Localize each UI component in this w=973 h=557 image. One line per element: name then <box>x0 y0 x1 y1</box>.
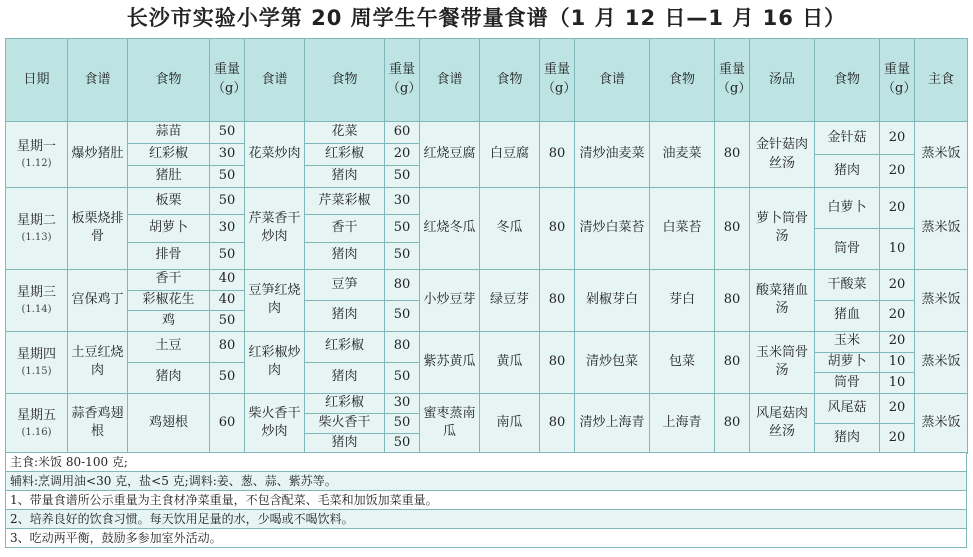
weight-cell: 10 <box>880 373 915 394</box>
note-row <box>6 529 967 548</box>
weight-cell: 50 <box>385 362 420 393</box>
day-label: 星期四 <box>16 346 56 362</box>
dish-name: 剁椒芽白 <box>575 269 650 331</box>
header-cell: 重量（g） <box>540 39 575 122</box>
header-cell: 食物 <box>815 39 880 122</box>
header-row <box>6 39 968 122</box>
food-cell: 鸡 <box>128 311 210 332</box>
weight-cell: 20 <box>880 300 915 331</box>
weight-cell: 80 <box>715 188 750 270</box>
staple-cell: 蒸米饭 <box>915 188 968 270</box>
food-cell: 白豆腐 <box>480 122 540 188</box>
menu-table <box>5 38 968 454</box>
weight-cell: 50 <box>385 300 420 331</box>
header-cell: 食物 <box>650 39 715 122</box>
day-date: (1.12) <box>21 157 52 169</box>
menu-body <box>6 122 968 454</box>
header-cell: 食谱 <box>420 39 480 122</box>
header-cell: 食物 <box>128 39 210 122</box>
header-cell: 日期 <box>6 39 68 122</box>
food-cell: 猪肉 <box>305 362 385 393</box>
food-cell: 豆笋 <box>305 269 385 300</box>
staple-cell: 蒸米饭 <box>915 331 968 393</box>
note-text: 3、吃动两平衡，鼓励多参加室外活动。 <box>6 529 967 548</box>
food-cell: 猪肉 <box>815 423 880 453</box>
food-cell: 冬瓜 <box>480 188 540 270</box>
food-cell: 筒骨 <box>815 228 880 269</box>
header-cell: 食谱 <box>68 39 128 122</box>
food-cell: 蒜苗 <box>128 122 210 144</box>
food-cell: 芹菜彩椒 <box>305 188 385 215</box>
weight-cell: 50 <box>210 362 245 393</box>
day-date: (1.14) <box>21 303 52 315</box>
food-cell: 玉米 <box>815 331 880 352</box>
dish-name: 柴火香干炒肉 <box>245 393 305 453</box>
food-cell: 猪肉 <box>305 300 385 331</box>
weight-cell: 30 <box>385 188 420 215</box>
food-cell: 白萝卜 <box>815 188 880 229</box>
note-text: 2、培养良好的饮食习惯。每天饮用足量的水，少喝或不喝饮料。 <box>6 510 967 529</box>
soup-name: 金针菇肉丝汤 <box>750 122 815 188</box>
dish-name: 蜜枣蒸南瓜 <box>420 393 480 453</box>
weight-cell: 80 <box>540 188 575 270</box>
food-cell: 金针菇 <box>815 122 880 155</box>
food-cell: 土豆 <box>128 331 210 362</box>
weight-cell: 30 <box>210 215 245 242</box>
weight-cell: 20 <box>880 331 915 352</box>
note-row <box>6 472 967 491</box>
weight-cell: 10 <box>880 352 915 373</box>
dish-name: 紫苏黄瓜 <box>420 331 480 393</box>
food-cell: 花菜 <box>305 122 385 144</box>
weight-cell: 10 <box>880 228 915 269</box>
food-cell: 红彩椒 <box>305 331 385 362</box>
food-cell: 胡萝卜 <box>128 215 210 242</box>
food-cell: 风尾菇 <box>815 393 880 423</box>
food-cell: 黄瓜 <box>480 331 540 393</box>
staple-cell: 蒸米饭 <box>915 269 968 331</box>
notes-body <box>6 453 967 548</box>
day-date: (1.13) <box>21 231 52 243</box>
dish-name: 芹菜香干炒肉 <box>245 188 305 270</box>
weight-cell: 50 <box>385 242 420 269</box>
weight-cell: 80 <box>540 269 575 331</box>
notes-table <box>5 452 967 548</box>
weight-cell: 80 <box>715 122 750 188</box>
weight-cell: 50 <box>385 413 420 433</box>
weight-cell: 20 <box>385 144 420 166</box>
weight-cell: 80 <box>540 393 575 453</box>
page-title: 长沙市实验小学第 20 周学生午餐带量食谱（1 月 12 日—1 月 16 日） <box>126 6 847 30</box>
weight-cell: 20 <box>880 393 915 423</box>
weight-cell: 80 <box>715 331 750 393</box>
dish-name: 红烧冬瓜 <box>420 188 480 270</box>
food-cell: 猪肚 <box>128 166 210 188</box>
header-cell: 主食 <box>915 39 968 122</box>
dish-name: 清炒包菜 <box>575 331 650 393</box>
dish-name: 宫保鸡丁 <box>68 269 128 331</box>
note-row <box>6 453 967 472</box>
staple-cell: 蒸米饭 <box>915 122 968 188</box>
day-label: 星期五 <box>16 407 56 423</box>
food-cell: 排骨 <box>128 242 210 269</box>
note-text: 1、带量食谱所公示重量为主食材净菜重量，不包含配菜、毛菜和加饭加菜重量。 <box>6 491 967 510</box>
weight-cell: 40 <box>210 269 245 290</box>
day-label: 星期二 <box>16 212 56 228</box>
staple-cell: 蒸米饭 <box>915 393 968 453</box>
food-cell: 胡萝卜 <box>815 352 880 373</box>
weight-cell: 50 <box>385 215 420 242</box>
day-date: (1.16) <box>21 426 52 438</box>
food-cell: 红彩椒 <box>128 144 210 166</box>
weight-cell: 20 <box>880 188 915 229</box>
day-cell <box>6 188 68 270</box>
food-cell: 猪肉 <box>305 433 385 453</box>
day-label: 星期一 <box>16 138 56 154</box>
food-cell: 红彩椒 <box>305 144 385 166</box>
food-cell: 猪肉 <box>305 242 385 269</box>
weight-cell: 80 <box>715 269 750 331</box>
weight-cell: 50 <box>210 242 245 269</box>
table-row <box>6 122 968 133</box>
header-cell: 食物 <box>480 39 540 122</box>
food-cell: 白菜苔 <box>650 188 715 270</box>
table-row <box>6 393 968 403</box>
weight-cell: 50 <box>210 311 245 332</box>
dish-name: 清炒上海青 <box>575 393 650 453</box>
food-cell: 干酸菜 <box>815 269 880 300</box>
food-cell: 柴火香干 <box>305 413 385 433</box>
food-cell: 猪血 <box>815 300 880 331</box>
soup-name: 萝卜筒骨汤 <box>750 188 815 270</box>
header-cell: 食物 <box>305 39 385 122</box>
food-cell: 绿豆芽 <box>480 269 540 331</box>
weight-cell: 80 <box>540 122 575 188</box>
day-cell <box>6 393 68 453</box>
weight-cell: 80 <box>540 331 575 393</box>
food-cell: 板栗 <box>128 188 210 215</box>
header-cell: 食谱 <box>575 39 650 122</box>
soup-name: 风尾菇肉丝汤 <box>750 393 815 453</box>
weight-cell: 50 <box>210 122 245 144</box>
dish-name: 蒜香鸡翅根 <box>68 393 128 453</box>
dish-name: 爆炒猪肚 <box>68 122 128 188</box>
weight-cell: 60 <box>385 122 420 144</box>
header-cell: 食谱 <box>245 39 305 122</box>
food-cell: 香干 <box>128 269 210 290</box>
food-cell: 芽白 <box>650 269 715 331</box>
weight-cell: 50 <box>210 166 245 188</box>
dish-name: 土豆红烧肉 <box>68 331 128 393</box>
weight-cell: 40 <box>210 290 245 311</box>
food-cell: 鸡翅根 <box>128 393 210 453</box>
food-cell: 上海青 <box>650 393 715 453</box>
weight-cell: 50 <box>385 166 420 188</box>
food-cell: 彩椒花生 <box>128 290 210 311</box>
header-cell: 重量（g） <box>385 39 420 122</box>
dish-name: 红彩椒炒肉 <box>245 331 305 393</box>
day-label: 星期三 <box>16 284 56 300</box>
weight-cell: 80 <box>210 331 245 362</box>
weight-cell: 20 <box>880 155 915 188</box>
food-cell: 红彩椒 <box>305 393 385 413</box>
dish-name: 豆笋红烧肉 <box>245 269 305 331</box>
table-row <box>6 331 968 341</box>
dish-name: 小炒豆芽 <box>420 269 480 331</box>
weight-cell: 60 <box>210 393 245 453</box>
food-cell: 香干 <box>305 215 385 242</box>
weight-cell: 20 <box>880 269 915 300</box>
dish-name: 清炒白菜苔 <box>575 188 650 270</box>
table-row <box>6 269 968 279</box>
weight-cell: 80 <box>715 393 750 453</box>
weight-cell: 50 <box>385 433 420 453</box>
weight-cell: 80 <box>385 331 420 362</box>
dish-name: 板栗烧排骨 <box>68 188 128 270</box>
weight-cell: 20 <box>880 122 915 155</box>
food-cell: 南瓜 <box>480 393 540 453</box>
table-row <box>6 188 968 202</box>
food-cell: 筒骨 <box>815 373 880 394</box>
food-cell: 猪肉 <box>128 362 210 393</box>
food-cell: 猪肉 <box>815 155 880 188</box>
note-row <box>6 491 967 510</box>
day-cell <box>6 331 68 393</box>
soup-name: 玉米筒骨汤 <box>750 331 815 393</box>
header-cell: 重量（g） <box>715 39 750 122</box>
header-cell: 重量（g） <box>210 39 245 122</box>
day-date: (1.15) <box>21 365 52 377</box>
food-cell: 猪肉 <box>305 166 385 188</box>
day-cell <box>6 122 68 188</box>
day-cell <box>6 269 68 331</box>
food-cell: 油麦菜 <box>650 122 715 188</box>
weight-cell: 20 <box>880 423 915 453</box>
weight-cell: 80 <box>385 269 420 300</box>
dish-name: 清炒油麦菜 <box>575 122 650 188</box>
food-cell: 包菜 <box>650 331 715 393</box>
header-cell: 汤品 <box>750 39 815 122</box>
note-row <box>6 510 967 529</box>
note-text: 主食:米饭 80-100 克; <box>6 453 967 472</box>
header-cell: 重量（g） <box>880 39 915 122</box>
dish-name: 红烧豆腐 <box>420 122 480 188</box>
weight-cell: 30 <box>210 144 245 166</box>
dish-name: 花菜炒肉 <box>245 122 305 188</box>
weight-cell: 30 <box>385 393 420 413</box>
soup-name: 酸菜猪血汤 <box>750 269 815 331</box>
weight-cell: 50 <box>210 188 245 215</box>
note-text: 辅料:烹调用油<30 克，盐<5 克;调料:姜、葱、蒜、紫苏等。 <box>6 472 967 491</box>
